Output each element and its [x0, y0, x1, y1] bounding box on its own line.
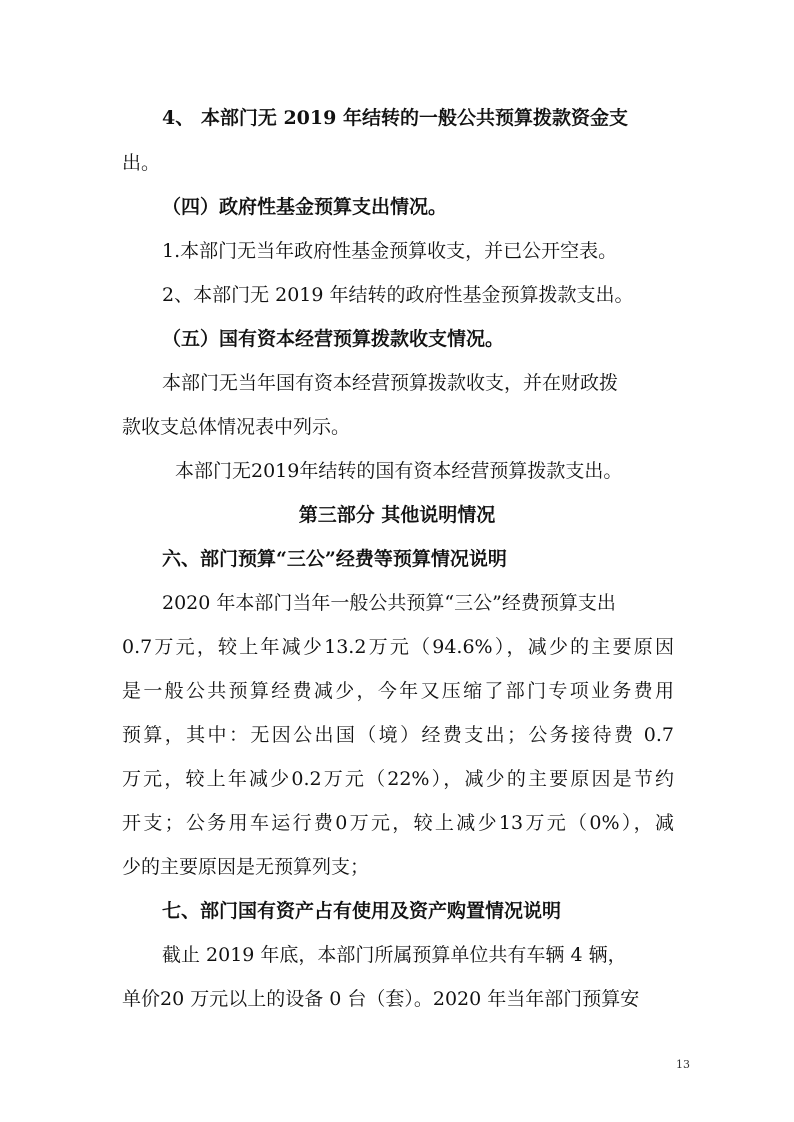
section-heading-4: （四）政府性基金预算支出情况。: [162, 196, 448, 218]
para-assets-2: 单价20 万元以上的设备 0 台（套）。2020 年当年部门预算安: [122, 988, 640, 1010]
para-three-costs-4: 预算，其中：无因公出国（境）经费支出；公务接待费 0.7: [122, 724, 674, 746]
para-three-costs-6: 开支；公务用车运行费0万元，较上减少13万元（0%），减: [122, 812, 674, 834]
para-three-costs-7: 少的主要原因是无预算列支；: [122, 856, 370, 878]
line-fund-2: 2、本部门无 2019 年结转的政府性基金预算拨款支出。: [162, 284, 634, 306]
line-fund-1: 1.本部门无当年政府性基金预算收支，并已公开空表。: [162, 240, 618, 262]
line-item-4: 4、 本部门无 2019 年结转的一般公共预算拨款资金支: [162, 107, 628, 129]
line-capital-1: 本部门无当年国有资本经营预算拨款收支，并在财政拨: [162, 372, 619, 394]
page-number: 13: [676, 1058, 690, 1071]
section-heading-5: （五）国有资本经营预算拨款收支情况。: [162, 328, 505, 350]
line-capital-2: 本部门无2019年结转的国有资本经营预算拨款支出。: [175, 460, 623, 482]
part-three-title: 第三部分 其他说明情况: [298, 504, 496, 526]
line-capital-1-cont: 款收支总体情况表中列示。: [122, 416, 351, 438]
para-three-costs-5: 万元，较上年减少0.2万元（22%），减少的主要原因是节约: [122, 768, 674, 790]
para-three-costs-1: 2020 年本部门当年一般公共预算“三公”经费预算支出: [162, 592, 616, 614]
line-item-4-cont: 出。: [122, 152, 161, 174]
section-heading-6: 六、部门预算“三公”经费等预算情况说明: [162, 548, 507, 570]
para-three-costs-2: 0.7万元，较上年减少13.2万元（94.6%），减少的主要原因: [122, 636, 674, 658]
para-three-costs-3: 是一般公共预算经费减少，今年又压缩了部门专项业务费用: [122, 680, 674, 702]
para-assets-1: 截止 2019 年底，本部门所属预算单位共有车辆 4 辆，: [162, 944, 627, 966]
section-heading-7: 七、部门国有资产占有使用及资产购置情况说明: [162, 900, 562, 922]
